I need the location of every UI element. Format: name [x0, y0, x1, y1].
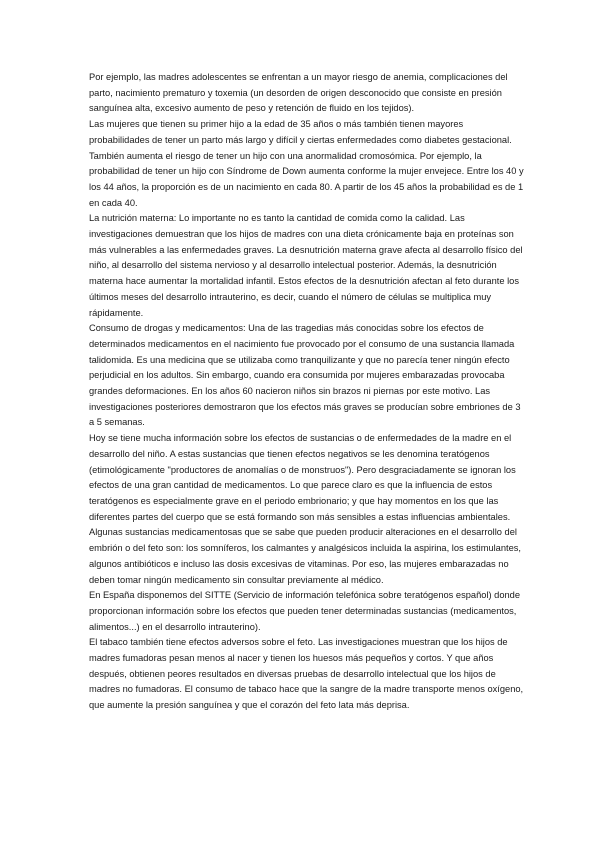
paragraph-teratogens: Hoy se tiene mucha información sobre los efectos de sustancias o de enfermedades de la madre en el desarrollo del niño. A estas sustancias que tienen efectos negativos se les denomina teratógenos (etimológicamente "productores de anomalías o de monstruos"). Pero desgraciadamente se ignoran los efectos de una gran cantidad de medicamentos. Lo que parece claro es que la influencia de estos teratógenos es especialmente grave en el periodo embrionario; y que hay momentos en los que las diferentes partes del cuerpo que se está formando son más sensibles a estas influencias ambientales. [89, 433, 516, 522]
paragraph-tobacco: El tabaco también tiene efectos adversos sobre el feto. Las investigaciones muestran que los hijos de madres fumadoras pesan menos al nacer y tienen los huesos más pequeños y cortos. Y que años después, obtienen peores resultados en diversas pruebas de desarrollo intelectual que los hijos de madres no fumadoras. El consumo de tabaco hace que la sangre de la madre transporte menos oxígeno, que aumente la presión sanguínea y que el corazón del feto lata más deprisa. [89, 637, 524, 711]
document-page [89, 70, 525, 714]
paragraph-adolescent-mothers: Por ejemplo, las madres adolescentes se enfrentan a un mayor riesgo de anemia, complicaciones del parto, nacimiento prematuro y toxemia (un desorden de origen desconocido que consiste en presión sanguínea alta, excesivo aumento de peso y retención de fluido en los tejidos). [89, 72, 508, 114]
paragraph-medicinal-substances: Algunas sustancias medicamentosas que se sabe que pueden producir alteraciones en el desarrollo del embrión o del feto son: los somníferos, los calmantes y analgésicos incluida la aspirina, los estimulantes, algunos antibióticos e incluso las dosis excesivas de vitaminas. Por eso, las mujeres embarazadas no deben tomar ningún medicamento sin consultar previamente al médico. [89, 527, 522, 585]
paragraph-drugs-medications: Consumo de drogas y medicamentos: Una de las tragedias más conocidas sobre los efectos de determinados medicamentos en el nacimiento fue provocado por el consumo de una sustancia llamada talidomida. Es una medicina que se utilizaba como tranquilizante y que no parecía tener ningún efecto perjudicial en los adultos. Sin embargo, cuando era consumida por mujeres embarazadas provocaba grandes deformaciones. En los años 60 nacieron niños sin brazos ni piernas por este motivo. Las investigaciones posteriores demostraron que los efectos más graves se producían sobre embriones de 3 a 5 semanas. [89, 323, 521, 428]
paragraph-sitte: En España disponemos del SITTE (Servicio de información telefónica sobre teratógenos español) donde proporcionan información sobre los efectos que pueden tener determinadas sustancias (medicamentos, alimentos...) en el desarrollo intrauterino). [89, 590, 521, 632]
paragraph-maternal-nutrition: La nutrición materna: Lo importante no es tanto la cantidad de comida como la calidad. Las investigaciones demuestran que los hijos de madres con una dieta crónicamente baja en proteínas son más vulnerables a las enfermedades graves. La desnutrición materna grave afecta al desarrollo físico del niño, al desarrollo del sistema nervioso y al desarrollo intelectual posterior. Además, la desnutrición materna hace aumentar la mortalidad infantil. Estos efectos de la desnutrición afectan al feto durante los últimos meses del desarrollo intrauterino, es decir, cuando el número de células se multiplica muy rápidamente. [89, 213, 523, 318]
paragraph-older-mothers: Las mujeres que tienen su primer hijo a la edad de 35 años o más también tienen mayores probabilidades de tener un parto más largo y difícil y ciertas enfermedades como diabetes gestacional. También aumenta el riesgo de tener un hijo con una anormalidad cromosómica. Por ejemplo, la probabilidad de tener un hijo con Síndrome de Down aumenta conforme la mujer envejece. Entre los 40 y los 44 años, la proporción es de un nacimiento en cada 80. A partir de los 45 años la probabilidad es de 1 en cada 40. [89, 119, 524, 208]
